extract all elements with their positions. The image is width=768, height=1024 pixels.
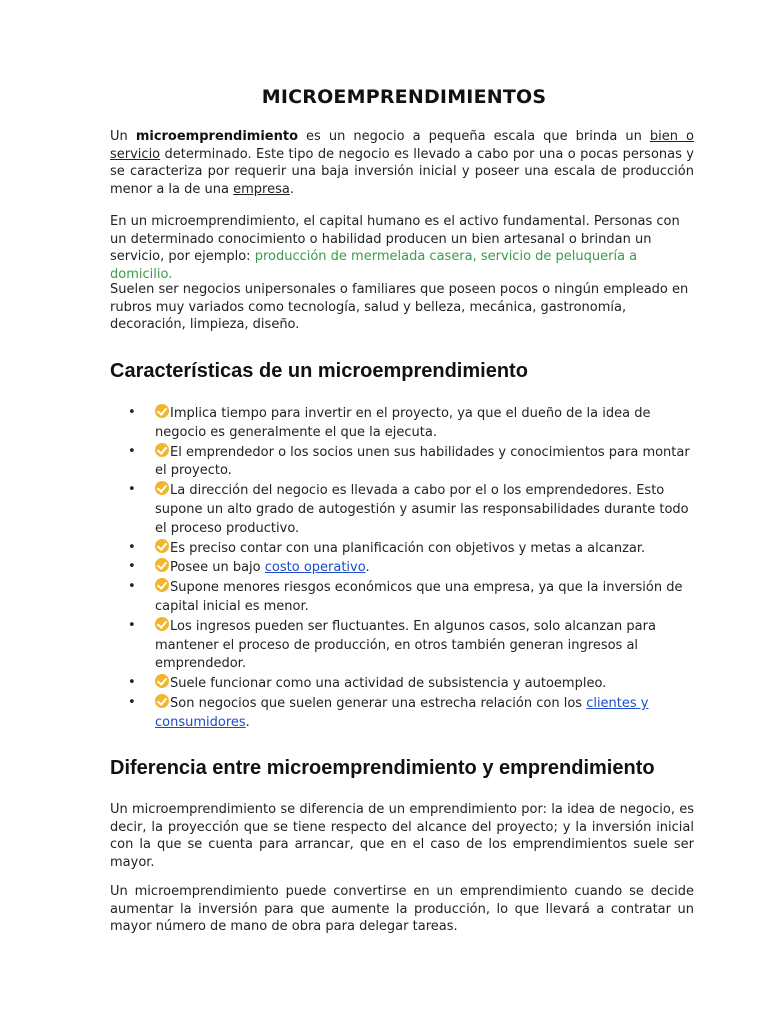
check-circle-icon [155, 481, 169, 495]
term-microemprendimiento: microemprendimiento [135, 129, 298, 144]
bullet-glyph: • [128, 482, 136, 498]
bullet-glyph: • [128, 675, 136, 691]
heading-diferencia: Diferencia entre microemprendimiento y emprendimiento [110, 757, 655, 779]
diferencia-paragraph-1: Un microemprendimiento se diferencia de un emprendimiento por: la idea de negocio, es decir, la proyección que se tiene respecto del alcance del proyecto; y la inversión inicial con la que se cuenta para arrancar, que en el caso de los emprendimientos suele ser mayor. [110, 802, 694, 870]
list-item: • Supone menores riesgos económicos que una empresa, ya que la inversión de capital inicial es menor. [128, 579, 683, 614]
check-circle-icon [155, 539, 169, 553]
heading-caracteristicas: Características de un microemprendimiento [110, 360, 528, 382]
list-item: • Suele funcionar como una actividad de subsistencia y autoempleo. [128, 675, 607, 692]
check-circle-icon [155, 558, 169, 572]
check-circle-icon [155, 617, 169, 631]
check-circle-icon [155, 404, 169, 418]
intro-paragraph-1: Un microemprendimiento es un negocio a pequeña escala que brinda un bien o servicio determinado. Este tipo de negocio es llevado a cabo por una o pocas personas y se caracteriza por requerir una baja inversión inicial y poseer una escala de producción menor a la de una empresa. [110, 129, 694, 197]
list-item: • Los ingresos pueden ser fluctuantes. En algunos casos, solo alcanzan para mantener el proceso de producción, en otros también generan ingresos al emprendedor. [128, 617, 656, 672]
bullet-glyph: • [128, 559, 136, 575]
check-circle-icon [155, 674, 169, 688]
list-item: • Posee un bajo costo operativo. [128, 559, 370, 576]
bullet-glyph: • [128, 405, 136, 420]
link-costo-operativo[interactable]: costo operativo [264, 560, 366, 576]
list-item: • Es preciso contar con una planificación con objetivos y metas a alcanzar. [128, 539, 646, 556]
bullet-glyph: • [128, 617, 136, 633]
list-item: • El emprendedor o los socios unen sus habilidades y conocimientos para montar el proyecto. [128, 443, 690, 479]
check-circle-icon [155, 578, 169, 592]
bullet-glyph: • [128, 539, 136, 555]
bullet-glyph: • [128, 579, 136, 595]
link-empresa[interactable]: empresa [233, 181, 290, 197]
intro-paragraph-2: En un microemprendimiento, el capital humano es el activo fundamental. Personas con un determinado conocimiento o habilidad producen un bien artesanal o brindan un servicio, por ejemplo: producción de mermelada casera, servicio de peluquería a domicilio. [110, 214, 680, 282]
intro-paragraph-3: Suelen ser negocios unipersonales o familiares que poseen pocos o ningún empleado en rubros muy variados como tecnología, salud y belleza, mecánica, gastronomía, decoración, limpieza, diseño. [110, 282, 689, 332]
caracteristicas-list [128, 404, 700, 733]
diferencia-paragraph-2: Un microemprendimiento puede convertirse en un emprendimiento cuando se decide aumentar la inversión para que aumente la producción, lo que llevará a contratar un mayor número de mano de obra para delegar tareas. [110, 884, 694, 934]
bullet-glyph: • [128, 694, 136, 710]
list-item: • Implica tiempo para invertir en el proyecto, ya que el dueño de la idea de negocio es generalmente el que la ejecuta. [128, 405, 651, 440]
page-title: MICROEMPRENDIMIENTOS [261, 86, 547, 108]
bullet-glyph: • [128, 443, 136, 459]
examples-text: producción de mermelada casera, servicio de peluquería a domicilio. [110, 249, 638, 282]
check-circle-icon [155, 443, 169, 457]
list-item: • La dirección del negocio es llevada a cabo por el o los emprendedores. Esto supone un alto grado de autogestión y asumir las responsabilidades durante todo el proceso productivo. [128, 482, 689, 536]
list-item: • Son negocios que suelen generar una estrecha relación con los clientes y consumidores. [128, 694, 649, 730]
link-bien-o-servicio[interactable]: bien o servicio [110, 129, 694, 162]
link-clientes-y-consumidores[interactable]: clientes y consumidores [155, 695, 649, 730]
check-circle-icon [155, 694, 169, 708]
